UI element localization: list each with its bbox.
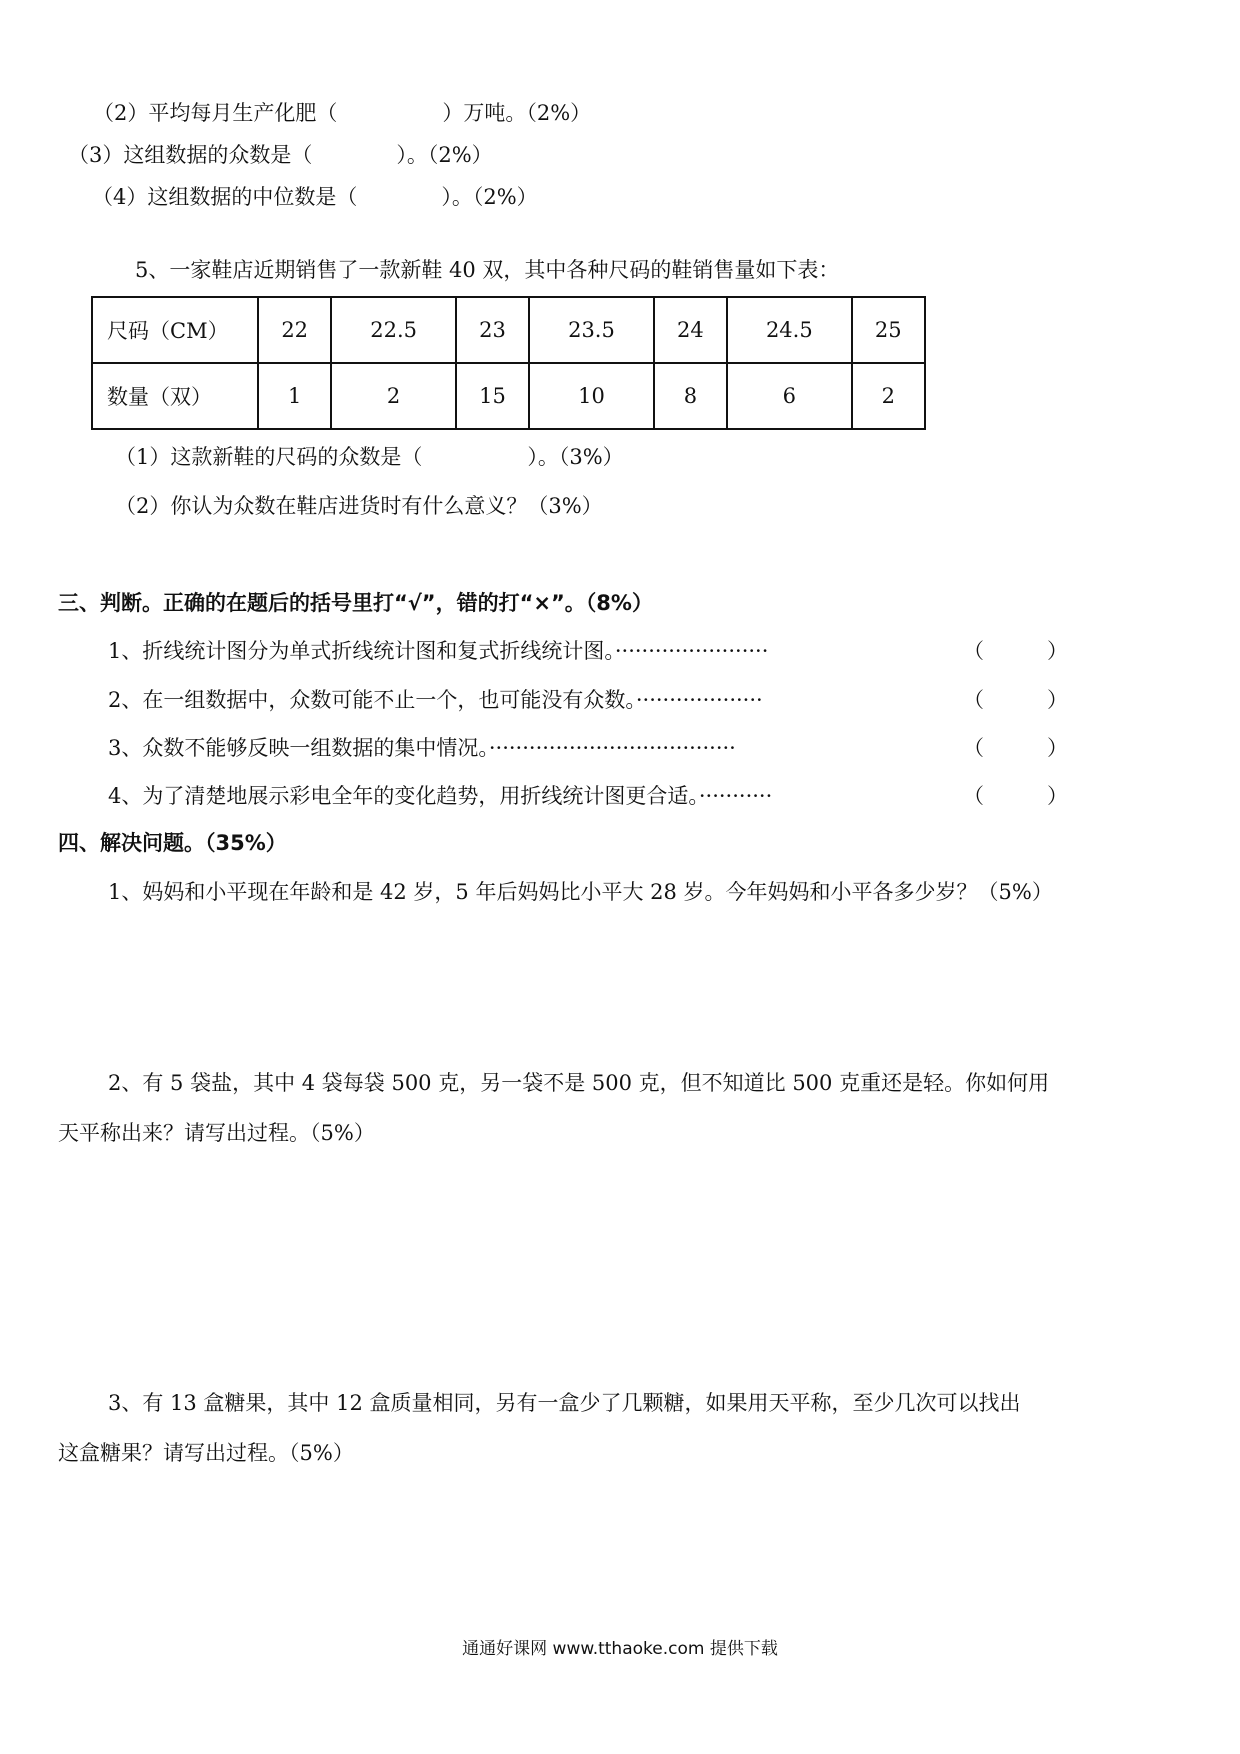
question-5-sub1: （1）这款新鞋的尺码的众数是（ ）。（3%）	[115, 445, 624, 469]
section-4-title: 四、解决问题。（35%）	[58, 831, 287, 855]
table-cell: 24	[654, 297, 727, 363]
problem-2-line-2: 天平称出来？请写出过程。（5%）	[58, 1121, 375, 1145]
problem-1: 1、妈妈和小平现在年龄和是 42 岁，5 年后妈妈比小平大 28 岁。今年妈妈和小平各多少岁？（5%）	[108, 880, 1053, 904]
judge-item-3: 3、众数不能够反映一组数据的集中情况。·····································	[108, 736, 736, 760]
table-cell: 22.5	[331, 297, 456, 363]
table-cell: 24.5	[727, 297, 852, 363]
footer-credit: 通通好课网 www.tthaoke.com 提供下载	[462, 1639, 778, 1659]
shoe-size-table	[91, 296, 926, 430]
section-3-title: 三、判断。正确的在题后的括号里打“√”，错的打“×”。（8%）	[58, 591, 653, 615]
table-cell: 6	[727, 363, 852, 429]
table-cell: 8	[654, 363, 727, 429]
judge-paren-3: （ ）	[963, 736, 1068, 760]
table-cell: 23.5	[529, 297, 654, 363]
problem-2-line-1: 2、有 5 袋盐，其中 4 袋每袋 500 克，另一袋不是 500 克，但不知道比 500 克重还是轻。你如何用	[108, 1071, 1050, 1095]
question-4: （4）这组数据的中位数是（ ）。（2%）	[92, 185, 538, 209]
table-cell: 1	[258, 363, 331, 429]
table-row-header-size: 尺码（CM）	[92, 297, 258, 363]
question-5-intro: 5、一家鞋店近期销售了一款新鞋 40 双，其中各种尺码的鞋销售量如下表：	[135, 258, 840, 282]
table-row-header-count: 数量（双）	[92, 363, 258, 429]
table-cell: 2	[331, 363, 456, 429]
judge-item-1: 1、折线统计图分为单式折线统计图和复式折线统计图。·······················	[108, 639, 769, 663]
table-row	[92, 363, 925, 429]
question-3: （3）这组数据的众数是（ ）。（2%）	[68, 143, 493, 167]
judge-paren-2: （ ）	[963, 688, 1068, 712]
table-cell: 23	[456, 297, 529, 363]
problem-3-line-2: 这盒糖果？请写出过程。（5%）	[58, 1441, 354, 1465]
table-cell: 10	[529, 363, 654, 429]
table-cell: 2	[852, 363, 925, 429]
judge-paren-4: （ ）	[963, 784, 1068, 808]
judge-item-2: 2、在一组数据中，众数可能不止一个，也可能没有众数。···················	[108, 688, 763, 712]
question-5-sub2: （2）你认为众数在鞋店进货时有什么意义？（3%）	[115, 494, 603, 518]
judge-paren-1: （ ）	[963, 639, 1068, 663]
table-row	[92, 297, 925, 363]
table-cell: 25	[852, 297, 925, 363]
question-2: （2）平均每月生产化肥（ ）万吨。（2%）	[93, 101, 592, 125]
problem-3-line-1: 3、有 13 盒糖果，其中 12 盒质量相同，另有一盒少了几颗糖，如果用天平称，至少几次可以找出	[108, 1391, 1021, 1415]
table-cell: 15	[456, 363, 529, 429]
judge-item-4: 4、为了清楚地展示彩电全年的变化趋势，用折线统计图更合适。···········	[108, 784, 773, 808]
table-cell: 22	[258, 297, 331, 363]
